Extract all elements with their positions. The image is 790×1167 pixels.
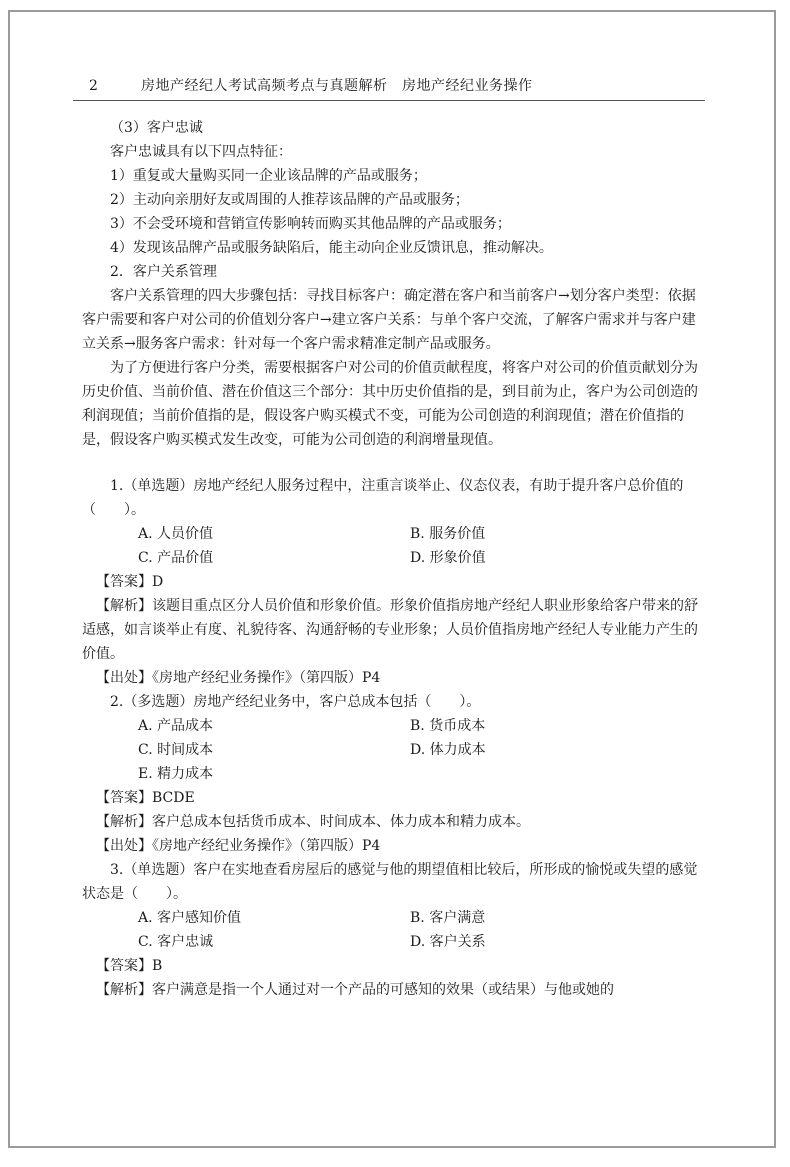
option-row bbox=[82, 714, 704, 738]
spacer bbox=[82, 452, 704, 474]
option-row bbox=[82, 762, 704, 786]
option: D. 形象价值 bbox=[410, 550, 486, 566]
option: A. 人员价值 bbox=[138, 526, 214, 542]
page-number: 2 bbox=[89, 78, 98, 94]
section-heading: 2．客户关系管理 bbox=[110, 264, 217, 280]
analysis: 【解析】客户满意是指一个人通过对一个产品的可感知的效果（或结果）与他或她的 bbox=[96, 982, 614, 998]
list-item: 2）主动向亲朋好友或周围的人推荐该品牌的产品或服务； bbox=[110, 192, 469, 208]
answer: 【答案】B bbox=[96, 958, 163, 974]
header-title: 房地产经纪人考试高频考点与真题解析 房地产经纪业务操作 bbox=[141, 78, 533, 94]
option: C. 时间成本 bbox=[138, 742, 214, 758]
option-row bbox=[82, 522, 704, 546]
list-item: 4）发现该品牌产品或服务缺陷后，能主动向企业反馈讯息，推动解决。 bbox=[110, 240, 553, 256]
question-stem: 3.（单选题）客户在实地查看房屋后的感觉与他的期望值相比较后，所形成的愉悦或失望的感觉状态是（ ）。 bbox=[82, 862, 698, 902]
list-item: 1）重复或大量购买同一企业该品牌的产品或服务； bbox=[110, 168, 427, 184]
answer: 【答案】BCDE bbox=[96, 790, 195, 806]
option-row bbox=[82, 738, 704, 762]
question-stem: 2.（多选题）房地产经纪业务中，客户总成本包括（ ）。 bbox=[110, 694, 481, 710]
source: 【出处】《房地产经纪业务操作》（第四版）P4 bbox=[96, 670, 381, 686]
option: C. 客户忠诚 bbox=[138, 934, 214, 950]
option: E. 精力成本 bbox=[138, 766, 214, 782]
option: A. 产品成本 bbox=[138, 718, 214, 734]
option: A. 客户感知价值 bbox=[138, 910, 242, 926]
page-content bbox=[82, 116, 704, 1002]
analysis: 【解析】客户总成本包括货币成本、时间成本、体力成本和精力成本。 bbox=[96, 814, 530, 830]
paragraph: 客户关系管理的四大步骤包括：寻找目标客户：确定潜在客户和当前客户→划分客户类型：依据客户需要和客户对公司的价值划分客户→建立客户关系：与单个客户交流，了解客户需求并与客户建立关系→服务客户需求：针对每一个客户需求精准定制产品或服务。 bbox=[82, 288, 696, 352]
option: D. 体力成本 bbox=[410, 742, 486, 758]
source: 【出处】《房地产经纪业务操作》（第四版）P4 bbox=[96, 838, 381, 854]
paragraph: 为了方便进行客户分类，需要根据客户对公司的价值贡献程度，将客户对公司的价值贡献划分为历史价值、当前价值、潜在价值这三个部分：其中历史价值指的是，到目前为止，客户为公司创造的利润现值；当前价值指的是，假设客户购买模式不变，可能为公司创造的利润现值；潜在价值指的是，假设客户购买模式发生改变，可能为公司创造的利润增量现值。 bbox=[82, 360, 698, 448]
option: C. 产品价值 bbox=[138, 550, 214, 566]
running-header bbox=[73, 72, 705, 101]
question-stem: 1.（单选题）房地产经纪人服务过程中，注重言谈举止、仪态仪表，有助于提升客户总价值的（ ）。 bbox=[82, 478, 684, 518]
option: D. 客户关系 bbox=[410, 934, 486, 950]
option-row bbox=[82, 546, 704, 570]
analysis: 【解析】该题目重点区分人员价值和形象价值。形象价值指房地产经纪人职业形象给客户带来的舒适感，如言谈举止有度、礼貌待客、沟通舒畅的专业形象；人员价值指房地产经纪人专业能力产生的价值。 bbox=[82, 598, 698, 662]
answer: 【答案】D bbox=[96, 574, 164, 590]
section-heading: （3）客户忠诚 bbox=[110, 120, 203, 136]
option: B. 客户满意 bbox=[410, 910, 486, 926]
paragraph: 客户忠诚具有以下四点特征： bbox=[110, 144, 292, 160]
option: B. 货币成本 bbox=[410, 718, 486, 734]
option: B. 服务价值 bbox=[410, 526, 486, 542]
list-item: 3）不会受环境和营销宣传影响转而购买其他品牌的产品或服务； bbox=[110, 216, 511, 232]
option-row bbox=[82, 906, 704, 930]
option-row bbox=[82, 930, 704, 954]
